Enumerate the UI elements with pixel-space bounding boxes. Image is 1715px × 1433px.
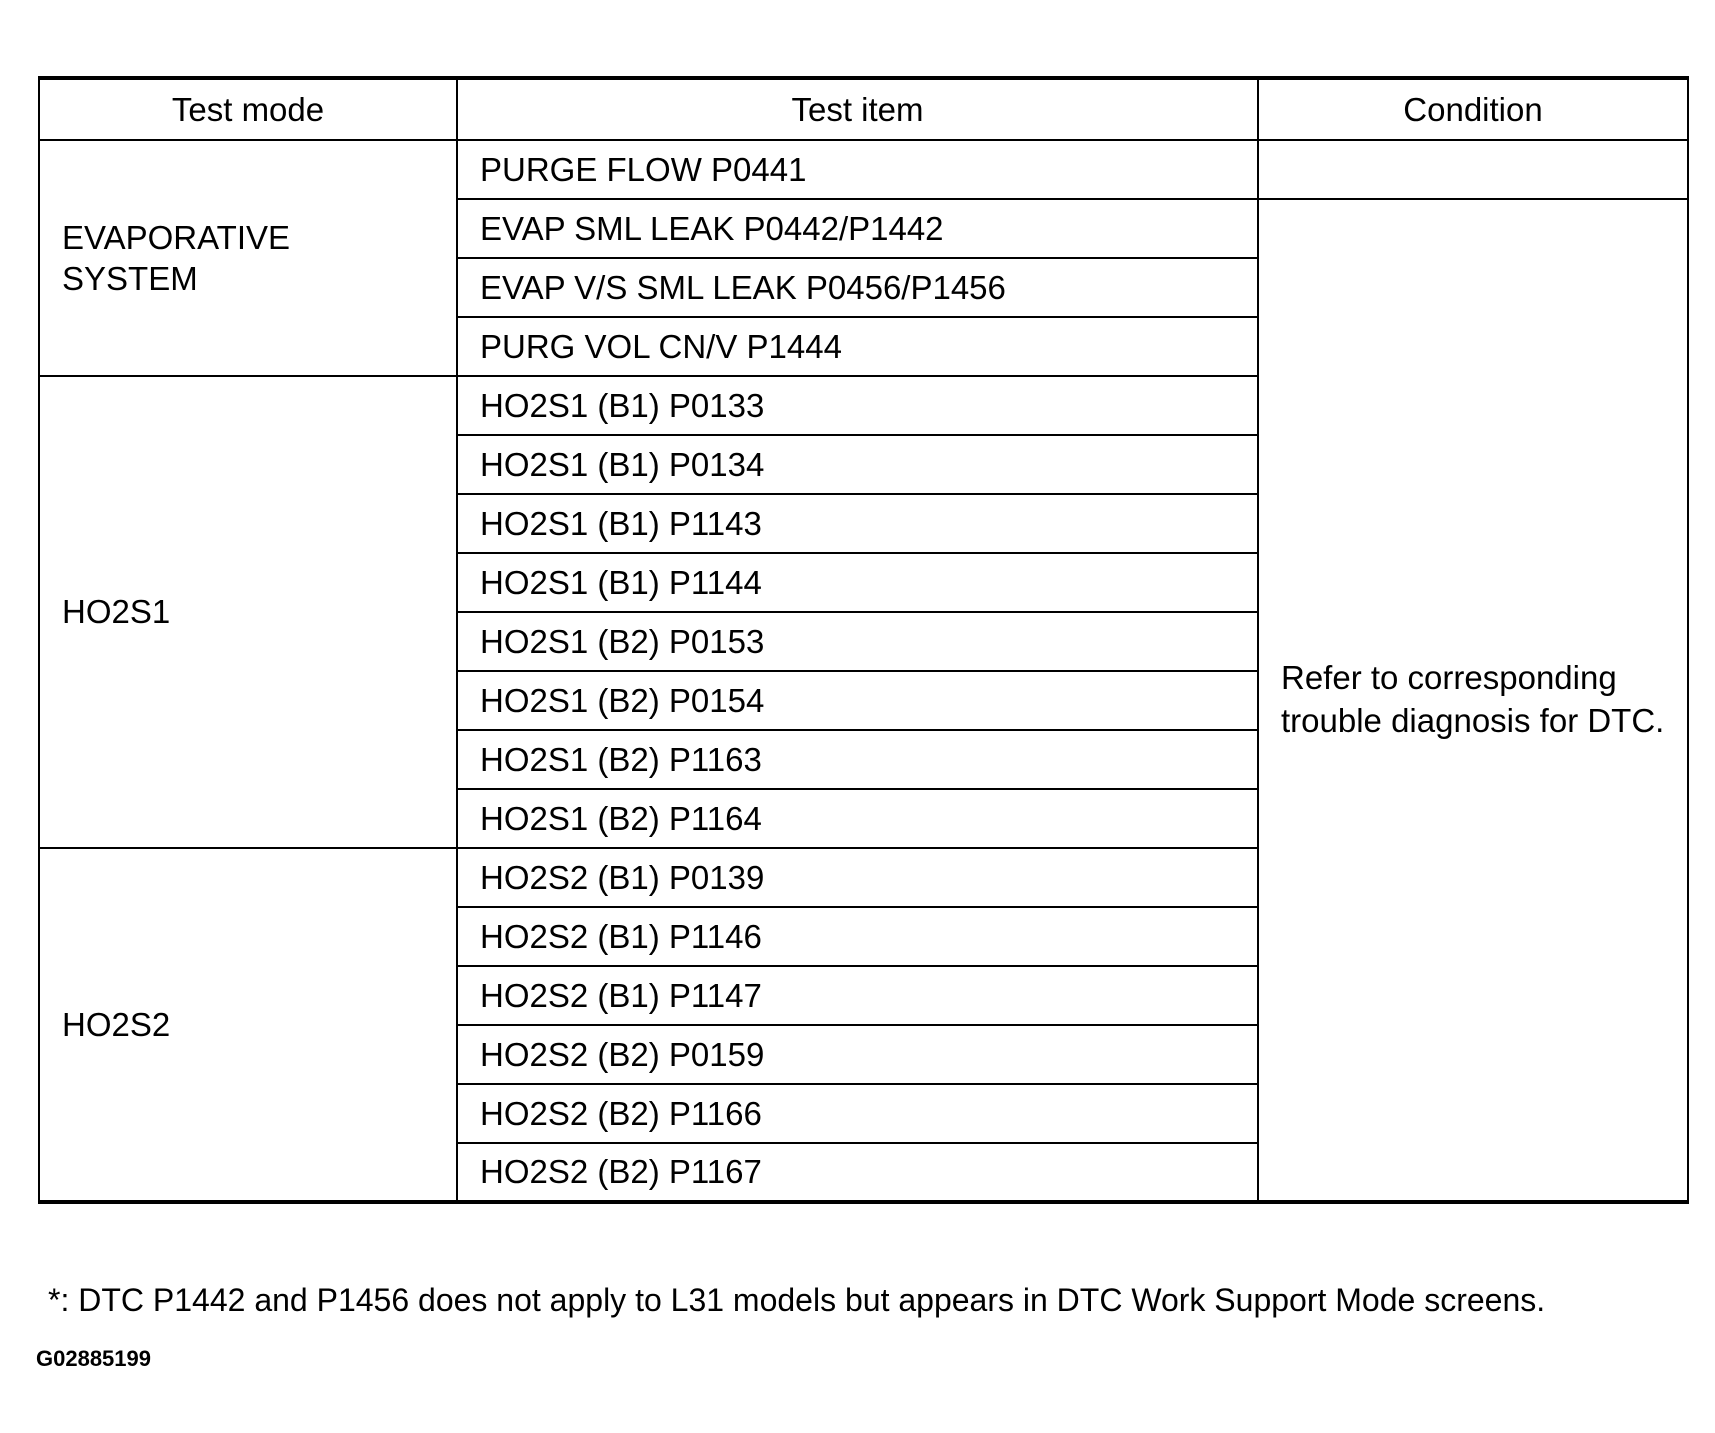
test-item-cell: EVAP SML LEAK P0442/P1442	[457, 199, 1258, 258]
test-item-cell: HO2S1 (B2) P1163	[457, 730, 1258, 789]
test-mode-label: HO2S2	[62, 1005, 171, 1043]
header-row	[39, 78, 1688, 140]
test-mode-cell-evaporative-system	[39, 140, 457, 376]
test-item-cell: HO2S1 (B1) P1143	[457, 494, 1258, 553]
test-item-cell: HO2S1 (B1) P0134	[457, 435, 1258, 494]
figure-id: G02885199	[36, 1346, 151, 1371]
header-condition: Condition	[1258, 78, 1688, 140]
test-item-cell: HO2S1 (B2) P0154	[457, 671, 1258, 730]
test-mode-label: EVAPORATIVE SYSTEM	[62, 218, 291, 297]
test-item-cell: PURG VOL CN/V P1444	[457, 317, 1258, 376]
test-item-cell: HO2S1 (B1) P1144	[457, 553, 1258, 612]
test-item-cell: HO2S1 (B1) P0133	[457, 376, 1258, 435]
footnote: *: DTC P1442 and P1456 does not apply to L31 models but appears in DTC Work Support Mode screens.	[48, 1282, 1546, 1318]
test-item-cell: PURGE FLOW P0441	[457, 140, 1258, 199]
dtc-work-support-table	[38, 76, 1689, 1204]
test-item-cell: HO2S2 (B2) P1167	[457, 1143, 1258, 1202]
test-item-cell: HO2S2 (B2) P0159	[457, 1025, 1258, 1084]
test-mode-cell-ho2s2	[39, 848, 457, 1202]
condition-cell-refer	[1258, 199, 1688, 1202]
test-item-cell: HO2S2 (B2) P1166	[457, 1084, 1258, 1143]
test-mode-cell-ho2s1	[39, 376, 457, 848]
test-item-cell: HO2S1 (B2) P0153	[457, 612, 1258, 671]
dtc-work-support-table-container	[38, 76, 1687, 1204]
table-row	[39, 140, 1688, 199]
test-item-cell: HO2S2 (B1) P1147	[457, 966, 1258, 1025]
test-item-cell: EVAP V/S SML LEAK P0456/P1456	[457, 258, 1258, 317]
header-test-mode: Test mode	[39, 78, 457, 140]
test-item-cell: HO2S1 (B2) P1164	[457, 789, 1258, 848]
header-test-item: Test item	[457, 78, 1258, 140]
test-item-cell: HO2S2 (B1) P0139	[457, 848, 1258, 907]
condition-cell-empty	[1258, 140, 1688, 199]
condition-text: Refer to corresponding trouble diagnosis for DTC.	[1281, 659, 1665, 739]
test-mode-label: HO2S1	[62, 593, 171, 631]
test-item-cell: HO2S2 (B1) P1146	[457, 907, 1258, 966]
